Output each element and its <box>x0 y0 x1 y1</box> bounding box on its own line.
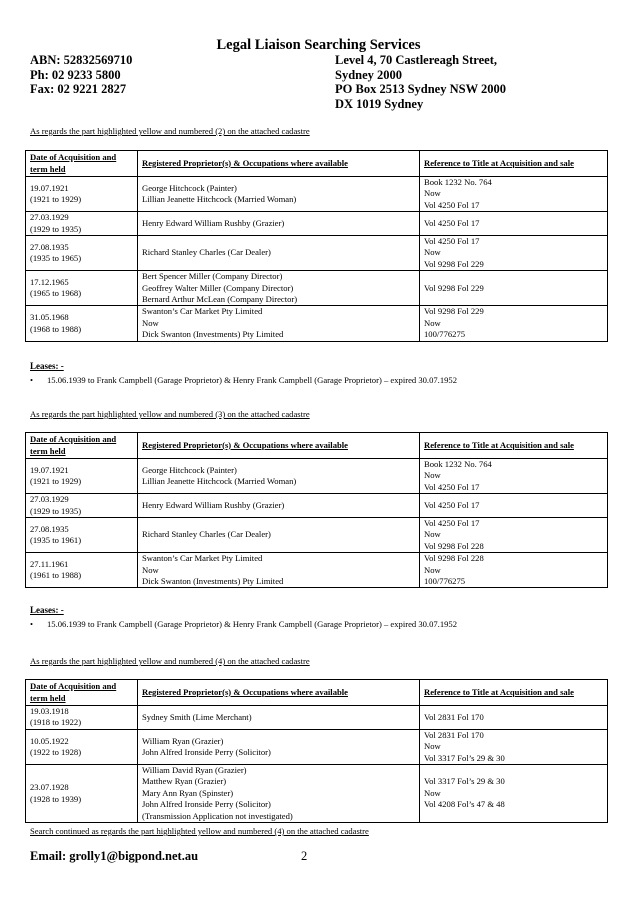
column-header: Date of Acquisition and term held <box>26 680 138 706</box>
cell-line: Vol 9298 Fol 228 <box>424 540 484 551</box>
table-row <box>26 729 608 764</box>
bullet-icon: • <box>30 619 34 629</box>
cell-line: (1929 to 1935) <box>30 505 82 516</box>
cell-line: Vol 9298 Fol 229 <box>424 282 484 293</box>
acquisition-date-cell <box>26 553 138 588</box>
cell-line: (Transmission Application not investigated) <box>142 810 293 821</box>
title-reference-cell <box>420 271 608 306</box>
cell-line: 10.05.1922 <box>30 735 69 746</box>
title-table <box>25 432 608 588</box>
cell-line: Vol 4250 Fol 17 <box>424 518 480 529</box>
cell-line: 27.08.1935 <box>30 523 69 534</box>
proprietors-cell <box>138 459 420 494</box>
proprietors-cell <box>138 236 420 271</box>
column-header: Reference to Title at Acquisition and sale <box>420 151 608 177</box>
cell-line: George Hitchcock (Painter) <box>142 464 237 475</box>
acquisition-date-cell <box>26 518 138 553</box>
title-reference-cell <box>420 236 608 271</box>
cell-line: Matthew Ryan (Grazier) <box>142 776 227 787</box>
cell-line: 17.12.1965 <box>30 276 69 287</box>
cell-line: 27.03.1929 <box>30 494 69 505</box>
cell-line: Vol 2831 Fol 170 <box>424 711 484 722</box>
cell-line: Swanton’s Car Market Pty Limited <box>142 306 263 317</box>
title-reference-cell <box>420 459 608 494</box>
cell-line: Now <box>424 188 441 199</box>
cell-line: 100/776275 <box>424 329 466 340</box>
cell-line: Now <box>424 247 441 258</box>
column-header: Date of Acquisition and term held <box>26 433 138 459</box>
cell-line: 27.08.1935 <box>30 241 69 252</box>
address-block <box>335 53 506 111</box>
cell-line: Now <box>142 317 159 328</box>
proprietors-cell <box>138 212 420 236</box>
cell-line: Vol 4250 Fol 17 <box>424 499 480 510</box>
cell-line: George Hitchcock (Painter) <box>142 182 237 193</box>
cell-line: Vol 4250 Fol 17 <box>424 481 480 492</box>
column-header: Registered Proprietor(s) & Occupations where available <box>138 151 420 177</box>
footer-email: Email: grolly1@bigpond.net.au <box>30 849 199 863</box>
acquisition-date-cell <box>26 765 138 823</box>
proprietors-cell <box>138 553 420 588</box>
proprietors-cell <box>138 177 420 212</box>
section-intro: As regards the part highlighted yellow and numbered (3) on the attached cadastre <box>30 409 310 419</box>
cell-line: 19.07.1921 <box>30 182 69 193</box>
title-reference-cell <box>420 706 608 730</box>
cell-line: Vol 9298 Fol 228 <box>424 553 484 564</box>
cell-line: Dick Swanton (Investments) Pty Limited <box>142 576 284 587</box>
cell-line: Now <box>424 787 441 798</box>
cell-line: Richard Stanley Charles (Car Dealer) <box>142 247 271 258</box>
cell-line: Lillian Jeanette Hitchcock (Married Woman) <box>142 194 297 205</box>
cell-line: John Alfred Ironside Perry (Solicitor) <box>142 746 271 757</box>
table-row <box>26 518 608 553</box>
table-row <box>26 553 608 588</box>
table-row <box>26 271 608 306</box>
cell-line: Bert Spencer Miller (Company Director) <box>142 271 283 282</box>
proprietors-cell <box>138 271 420 306</box>
title-reference-cell <box>420 518 608 553</box>
column-header: Registered Proprietor(s) & Occupations where available <box>138 433 420 459</box>
cell-line: (1935 to 1965) <box>30 253 82 264</box>
column-header: Reference to Title at Acquisition and sale <box>420 680 608 706</box>
cell-line: (1928 to 1939) <box>30 793 82 804</box>
column-header: Date of Acquisition and term held <box>26 151 138 177</box>
proprietors-cell <box>138 306 420 341</box>
cell-line: Bernard Arthur McLean (Company Director) <box>142 294 298 305</box>
column-header: Reference to Title at Acquisition and sale <box>420 433 608 459</box>
contact-block <box>30 53 132 97</box>
proprietors-cell <box>138 729 420 764</box>
table-row <box>26 459 608 494</box>
acquisition-date-cell <box>26 459 138 494</box>
cell-line: John Alfred Ironside Perry (Solicitor) <box>142 799 271 810</box>
po-box: PO Box 2513 Sydney NSW 2000 <box>335 82 506 96</box>
cell-line: (1921 to 1929) <box>30 194 82 205</box>
title-reference-cell <box>420 212 608 236</box>
cell-line: Sydney Smith (Lime Merchant) <box>142 711 252 722</box>
cell-line: 19.07.1921 <box>30 464 69 475</box>
cell-line: Book 1232 No. 764 <box>424 177 492 187</box>
bullet-icon: • <box>30 375 34 385</box>
table-row <box>26 236 608 271</box>
cell-line: Vol 3317 Fol’s 29 & 30 <box>424 752 505 763</box>
cell-line: 27.03.1929 <box>30 212 69 223</box>
cell-line: Now <box>142 564 159 575</box>
cell-line: (1922 to 1928) <box>30 746 82 757</box>
cell-line: (1935 to 1961) <box>30 535 82 546</box>
table-row <box>26 177 608 212</box>
title-reference-cell <box>420 494 608 518</box>
cell-line: Vol 4250 Fol 17 <box>424 217 480 228</box>
proprietors-cell <box>138 706 420 730</box>
cell-line: (1921 to 1929) <box>30 476 82 487</box>
table-header-row <box>26 151 608 177</box>
title-table <box>25 679 608 823</box>
proprietors-cell <box>138 494 420 518</box>
cell-line: Vol 3317 Fol’s 29 & 30 <box>424 776 505 787</box>
leases-heading: Leases: - <box>30 361 64 371</box>
title-table <box>25 150 608 342</box>
cell-line: 100/776275 <box>424 576 466 587</box>
table-row <box>26 765 608 823</box>
lease-item <box>30 619 457 629</box>
proprietors-cell <box>138 518 420 553</box>
acquisition-date-cell <box>26 729 138 764</box>
cell-line: Swanton’s Car Market Pty Limited <box>142 553 263 564</box>
lease-text: 15.06.1939 to Frank Campbell (Garage Proprietor) & Henry Frank Campbell (Garage Proprietor) – expired 30.07.1952 <box>47 619 458 629</box>
acquisition-date-cell <box>26 271 138 306</box>
cell-line: Henry Edward William Rushby (Grazier) <box>142 499 285 510</box>
cell-line: Henry Edward William Rushby (Grazier) <box>142 217 285 228</box>
table-row <box>26 306 608 341</box>
table-header-row <box>26 680 608 706</box>
cell-line: (1968 to 1988) <box>30 323 82 334</box>
phone-text: Ph: 02 9233 5800 <box>30 67 121 82</box>
cell-line: 31.05.1968 <box>30 312 69 323</box>
leases-heading: Leases: - <box>30 605 64 615</box>
title-reference-cell <box>420 765 608 823</box>
cell-line: Mary Ann Ryan (Spinster) <box>142 787 234 798</box>
cell-line: (1918 to 1922) <box>30 717 82 728</box>
continuation-note: Search continued as regards the part highlighted yellow and numbered (4) on the attached cadastre <box>30 826 369 836</box>
section-intro: As regards the part highlighted yellow and numbered (2) on the attached cadastre <box>30 126 310 136</box>
cell-line: (1961 to 1988) <box>30 570 82 581</box>
table-row <box>26 706 608 730</box>
cell-line: Geoffrey Walter Miller (Company Director) <box>142 282 294 293</box>
cell-line: Now <box>424 317 441 328</box>
table-row <box>26 494 608 518</box>
street-address: Level 4, 70 Castlereagh Street, <box>335 53 497 67</box>
fax-text: Fax: 02 9221 2827 <box>30 82 127 96</box>
title-reference-cell <box>420 177 608 212</box>
cell-line: Richard Stanley Charles (Car Dealer) <box>142 529 271 540</box>
cell-line: Now <box>424 741 441 752</box>
lease-item <box>30 375 457 385</box>
table-header-row <box>26 433 608 459</box>
cell-line: Vol 2831 Fol 170 <box>424 729 484 740</box>
cell-line: (1929 to 1935) <box>30 223 82 234</box>
cell-line: (1965 to 1968) <box>30 288 82 299</box>
cell-line: 19.03.1918 <box>30 706 69 716</box>
company-name: Legal Liaison Searching Services <box>216 37 421 53</box>
cell-line: Now <box>424 564 441 575</box>
cell-line: Vol 4208 Fol’s 47 & 48 <box>424 799 505 810</box>
cell-line: Book 1232 No. 764 <box>424 459 492 469</box>
acquisition-date-cell <box>26 177 138 212</box>
title-reference-cell <box>420 729 608 764</box>
cell-line: 27.11.1961 <box>30 558 69 569</box>
cell-line: 23.07.1928 <box>30 782 69 793</box>
acquisition-date-cell <box>26 494 138 518</box>
page-number: 2 <box>301 849 308 863</box>
acquisition-date-cell <box>26 236 138 271</box>
lease-text: 15.06.1939 to Frank Campbell (Garage Proprietor) & Henry Frank Campbell (Garage Proprietor) – expired 30.07.1952 <box>47 375 458 385</box>
cell-line: Vol 9298 Fol 229 <box>424 306 484 317</box>
dx-number: DX 1019 Sydney <box>335 96 424 111</box>
city-postcode: Sydney 2000 <box>335 67 403 82</box>
cell-line: Vol 9298 Fol 229 <box>424 258 484 269</box>
cell-line: Now <box>424 529 441 540</box>
cell-line: Vol 4250 Fol 17 <box>424 236 480 247</box>
table-row <box>26 212 608 236</box>
cell-line: Vol 4250 Fol 17 <box>424 199 480 210</box>
column-header: Registered Proprietor(s) & Occupations where available <box>138 680 420 706</box>
cell-line: Dick Swanton (Investments) Pty Limited <box>142 329 284 340</box>
title-reference-cell <box>420 553 608 588</box>
cell-line: William Ryan (Grazier) <box>142 735 224 746</box>
title-reference-cell <box>420 306 608 341</box>
acquisition-date-cell <box>26 306 138 341</box>
section-intro: As regards the part highlighted yellow and numbered (4) on the attached cadastre <box>30 656 310 666</box>
acquisition-date-cell <box>26 706 138 730</box>
proprietors-cell <box>138 765 420 823</box>
cell-line: Now <box>424 470 441 481</box>
cell-line: Lillian Jeanette Hitchcock (Married Woman) <box>142 476 297 487</box>
acquisition-date-cell <box>26 212 138 236</box>
abn-text: ABN: 52832569710 <box>30 53 133 67</box>
cell-line: William David Ryan (Grazier) <box>142 765 247 776</box>
